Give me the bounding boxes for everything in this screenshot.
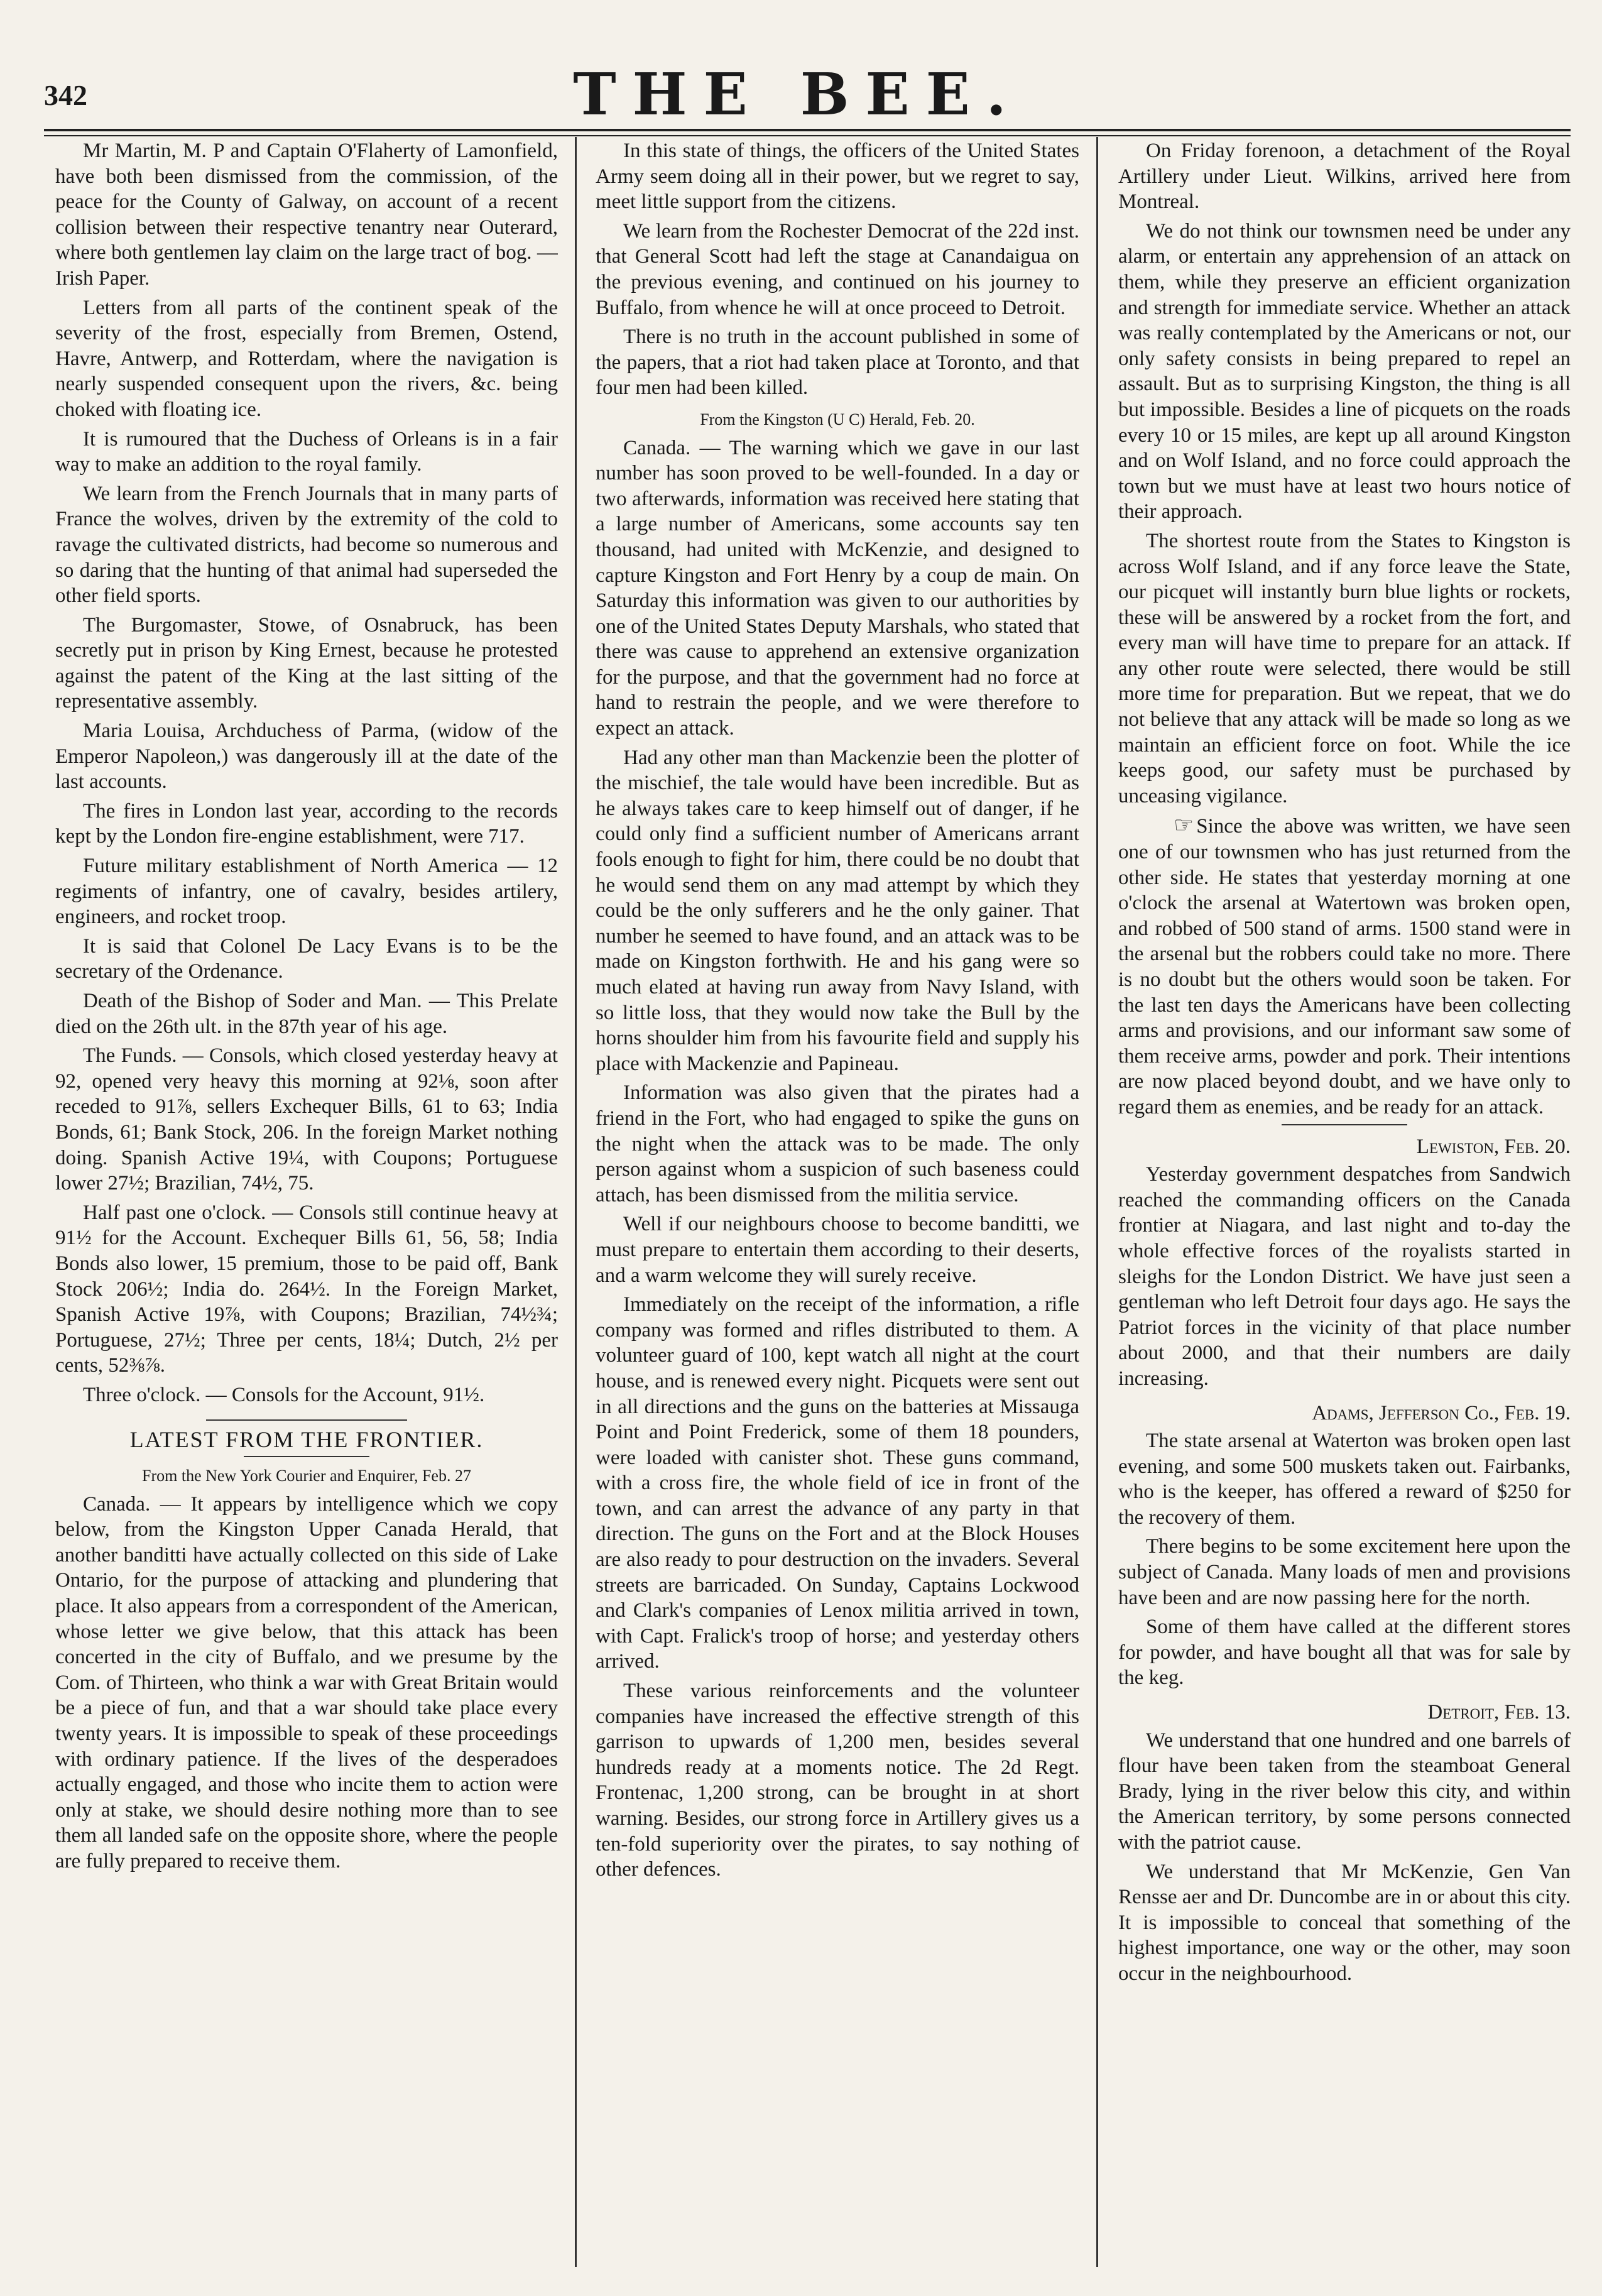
news-paragraph: We do not think our townsmen need be under any alarm, or entertain any apprehension of an attack on them, while they preserve an efficient organization and strength for immediate service. Whether an attack was really contemplated by the Americans or not, our only safety consists in being prepared to repel an assault. But as to surprising Kingston, the thing is all but impossible. Besides a line of picquets on the roads every 10 or 15 miles, are kept up all around Kingston and on Wolf Island, and no force could approach the town but we must have at least two hours notice of their approach. xyxy=(1118,219,1571,523)
news-paragraph: We understand that one hundred and one barrels of flour have been taken from the steamboat General Brady, lying in the river below this city, and within the American territory, by some persons connected with the patriot cause. xyxy=(1118,1729,1571,1854)
news-paragraph: The fires in London last year, according to the records kept by the London fire-engine establishment, were 717. xyxy=(55,799,558,848)
news-paragraph: The state arsenal at Waterton was broken open last evening, and some 500 muskets taken out. Fairbanks, who is the keeper, has offered a reward of $250 for the recovery of them. xyxy=(1118,1430,1571,1529)
page-number: 342 xyxy=(44,79,87,111)
news-paragraph: We learn from the French Journals that in many parts of France the wolves, driven by the extremity of the cold to ravage the cultivated districts, had become so numerous and so daring that the hunting of that animal had superseded the other field sports. xyxy=(55,482,558,608)
news-paragraph: Canada. — It appears by intelligence which we copy below, from the Kingston Upper Canada Herald, that another banditti have actually collected on this side of Lake Ontario, for the purpose of attacking and plundering that place. It also appears from a correspondent of the American, whose letter we give below, that this attack has been concerted in the city of Buffalo, and we presume by the Com. of Thirteen, who think a war with Great Britain would be a piece of fun, and that a war should take place every twenty years. It is impossible to speak of these proceedings with ordinary patience. If the lives of the desperadoes actually engaged, and those who incite them to action were only at stake, we should desire nothing more than to see them all landed safe on the opposite shore, where the people are fully prepared to receive them. xyxy=(55,1492,558,1872)
column-divider xyxy=(575,137,577,2267)
funds-paragraph: The Funds. — Consols, which closed yesterday heavy at 92, opened very heavy this morning at 92⅛, soon after receded to 91⅞, sellers Exchequer Bills, 61 to 63; India Bonds, 61; Bank Stock, 206. In the foreign Market nothing doing. Spanish Active 19¼, with Coupons; Portuguese lower 27½; Brazilian, 74½, 75. xyxy=(55,1044,558,1195)
pointing-hand-icon: ☞ xyxy=(1174,812,1194,838)
header-rule xyxy=(44,129,1571,136)
news-paragraph: Had any other man than Mackenzie been the plotter of the mischief, the tale would have been incredible. But as he always takes care to keep himself out of danger, if he could only find a sufficient number of Americans arrant fools enough to fight for him, there could be no doubt that he would send them on any mad attempt by which they could be the only sufferers and he the only gainer. That number he seemed to have found, and an attack was to be made on Kingston forthwith. He and his gang were so much elated at having run away from Navy Island, with so little loss, that they would now take the Bull by the horns shoulder him from his favourite field and supply his place with Mackenzie and Papineau. xyxy=(596,746,1079,1075)
page-header xyxy=(44,60,1552,135)
news-paragraph: Maria Louisa, Archduchess of Parma, (widow of the Emperor Napoleon,) was dangerously ill at the date of the last accounts. xyxy=(55,719,558,794)
news-paragraph: Death of the Bishop of Soder and Man. — This Prelate died on the 26th ult. in the 87th year of his age. xyxy=(55,990,558,1038)
newspaper-title: THE BEE. xyxy=(573,60,1023,128)
news-paragraph: Immediately on the receipt of the information, a rifle company was formed and rifles distributed to them. A volunteer guard of 100, kept watch all night at the court house, and is renewed every night. Picquets were sent out in all directions and the guns on the batteries at Missauga Point and Point Frederick, some of them 18 pounders, were loaded with canister shot. These guns command, with a cross fire, the whole field of ice in front of the town, and can arrest the advance of any party in that direction. The guns on the Fort and at the Block Houses are also ready to pour destruction on the invaders. Several streets are barricaded. On Sunday, Captains Lockwood and Clark's companies of Lenox militia arrived in town, with Capt. Fralick's troop of horse; and yesterday others arrived. xyxy=(596,1293,1079,1673)
column-1 xyxy=(55,138,558,2268)
dateline: Detroit, Feb. 13. xyxy=(1427,1701,1571,1724)
news-paragraph: It is said that Colonel De Lacy Evans is to be the secretary of the Ordenance. xyxy=(55,934,558,983)
source-line: From the Kingston (U C) Herald, Feb. 20. xyxy=(700,410,975,429)
column-divider xyxy=(1096,137,1098,2267)
news-paragraph: Mr Martin, M. P and Captain O'Flaherty of Lamonfield, have both been dismissed from the commission, of the peace for the County of Galway, on account of a recent collision between their respective tenantry near Outerard, where both gentlemen lay claim on the large tract of bog. — Irish Paper. xyxy=(55,139,558,290)
column-2 xyxy=(596,138,1079,2268)
section-heading: LATEST FROM THE FRONTIER. xyxy=(129,1426,484,1452)
news-text: Since the above was written, we have seen one of our townsmen who has just returned from the other side. He states that yesterday morning at one o'clock the arsenal at Watertown was broken open, and robbed of 500 stand of arms. 1500 stand were in the arsenal but the robbers could take no more. There is no doubt but the others would soon be taken. For the last ten days the Americans have been collecting arms and provisions, and our informant saw some of them receive arms, powder and pork. Their intentions are now placed beyond doubt, and we have only to regard them as enemies, and be ready for an attack. xyxy=(1118,815,1571,1118)
column-3 xyxy=(1118,138,1571,2268)
section-divider xyxy=(1282,1124,1407,1125)
news-paragraph: Future military establishment of North America — 12 regiments of infantry, one of cavalry, besides artilery, engineers, and rocket troop. xyxy=(55,855,558,929)
news-paragraph: In this state of things, the officers of the United States Army seem doing all in their power, but we regret to say, meet little support from the citizens. xyxy=(596,139,1079,214)
news-paragraph: There is no truth in the account published in some of the papers, that a riot had taken place at Toronto, and that four men had been killed. xyxy=(596,325,1079,400)
news-paragraph: Some of them have called at the different stores for powder, and have bought all that was for sale by the keg. xyxy=(1118,1615,1571,1690)
news-paragraph: Letters from all parts of the continent speak of the severity of the frost, especially from Bremen, Ostend, Havre, Antwerp, and Rotterdam, where the navigation is nearly suspended consequent upon the rivers, &c. being choked with floating ice. xyxy=(55,296,558,421)
news-paragraph: It is rumoured that the Duchess of Orleans is in a fair way to make an addition to the royal family. xyxy=(55,427,558,476)
dateline: Lewiston, Feb. 20. xyxy=(1416,1135,1571,1158)
news-paragraph: Yesterday government despatches from Sandwich reached the commanding officers on the Canada frontier at Niagara, and last night and to-day the whole effective forces of the royalists started in sleighs for the London District. We have just seen a gentleman who left Detroit four days ago. He says the Patriot forces in the vicinity of that place number about 2000, and that their numbers are daily increasing. xyxy=(1118,1163,1571,1390)
news-paragraph xyxy=(1118,812,1571,1120)
funds-paragraph: Three o'clock. — Consols for the Account, 91½. xyxy=(83,1383,485,1406)
news-paragraph: The shortest route from the States to Kingston is across Wolf Island, and if any force leave the State, our picquet will instantly burn blue lights or rockets, these will be answered by a rocket from the fort, and every man will have time to prepare for an attack. If any other route were selected, there would be still more time for preparation. But we repeat, that we do not believe that any attack will be made so long as we maintain an efficient force on foot. While the ice keeps good, our safety must be purchased by unceasing vigilance. xyxy=(1118,529,1571,807)
section-divider xyxy=(244,1456,369,1457)
section-divider xyxy=(206,1419,407,1421)
news-paragraph: There begins to be some excitement here upon the subject of Canada. Many loads of men and provisions have been and are now passing here for the north. xyxy=(1118,1535,1571,1609)
news-paragraph: We understand that Mr McKenzie, Gen Van Rensse aer and Dr. Duncombe are in or about this city. It is impossible to conceal that something of the highest importance, one way or the other, may soon occur in the neighbourhood. xyxy=(1118,1860,1571,1985)
funds-paragraph: Half past one o'clock. — Consols still continue heavy at 91½ for the Account. Exchequer Bills 61, 56, 58; India Bonds also lower, 15 premium, those to be paid off, Bank Stock 206½; India do. 264½. In the Foreign Market, Spanish Active 19⅞, with Coupons; Brazilian, 74½¾; Portuguese, 27½; Three per cents, 18¼; Dutch, 2½ per cents, 52⅜⅞. xyxy=(55,1201,558,1377)
news-paragraph: Information was also given that the pirates had a friend in the Fort, who had engaged to spike the guns on the night when the attack was to be made. The only person against whom a suspicion of such baseness could attach, has been dismissed from the militia service. xyxy=(596,1081,1079,1206)
news-paragraph: Canada. — The warning which we gave in our last number has soon proved to be well-founded. In a day or two afterwards, information was received here stating that a large number of Americans, some accounts say ten thousand, had united with McKenzie, and designed to capture Kingston and Fort Henry by a coup de main. On Saturday this information was given to our authorities by one of the United States Deputy Marshals, who stated that there was cause to apprehend an extensive organization for the purpose, and that the government had no force at hand to restrain the people, and we were therefore to expect an attack. xyxy=(596,436,1079,740)
dateline: Adams, Jefferson Co., Feb. 19. xyxy=(1312,1401,1571,1424)
news-paragraph: We learn from the Rochester Democrat of the 22d inst. that General Scott had left the stage at Canandaigua on the previous evening, and continued on his journey to Buffalo, from whence he will at once proceed to Detroit. xyxy=(596,219,1079,319)
news-paragraph: Well if our neighbours choose to become banditti, we must prepare to entertain them according to their deserts, and a warm welcome they will surely receive. xyxy=(596,1213,1079,1287)
news-paragraph: These various reinforcements and the volunteer companies have increased the effective strength of this garrison to upwards of 1,200 men, besides several hundreds ready at a moments notice. The 2d Regt. Frontenac, 1,200 strong, can be brought in at short warning. Besides, our strong force in Artillery gives us a ten-fold superiority over the pirates, to say nothing of other defences. xyxy=(596,1680,1079,1881)
news-paragraph: On Friday forenoon, a detachment of the Royal Artillery under Lieut. Wilkins, arrived here from Montreal. xyxy=(1118,139,1571,214)
source-line: From the New York Courier and Enquirer, Feb. 27 xyxy=(142,1467,471,1485)
news-paragraph: The Burgomaster, Stowe, of Osnabruck, has been secretly put in prison by King Ernest, because he protested against the patent of the King at the last sitting of the representative assembly. xyxy=(55,613,558,713)
